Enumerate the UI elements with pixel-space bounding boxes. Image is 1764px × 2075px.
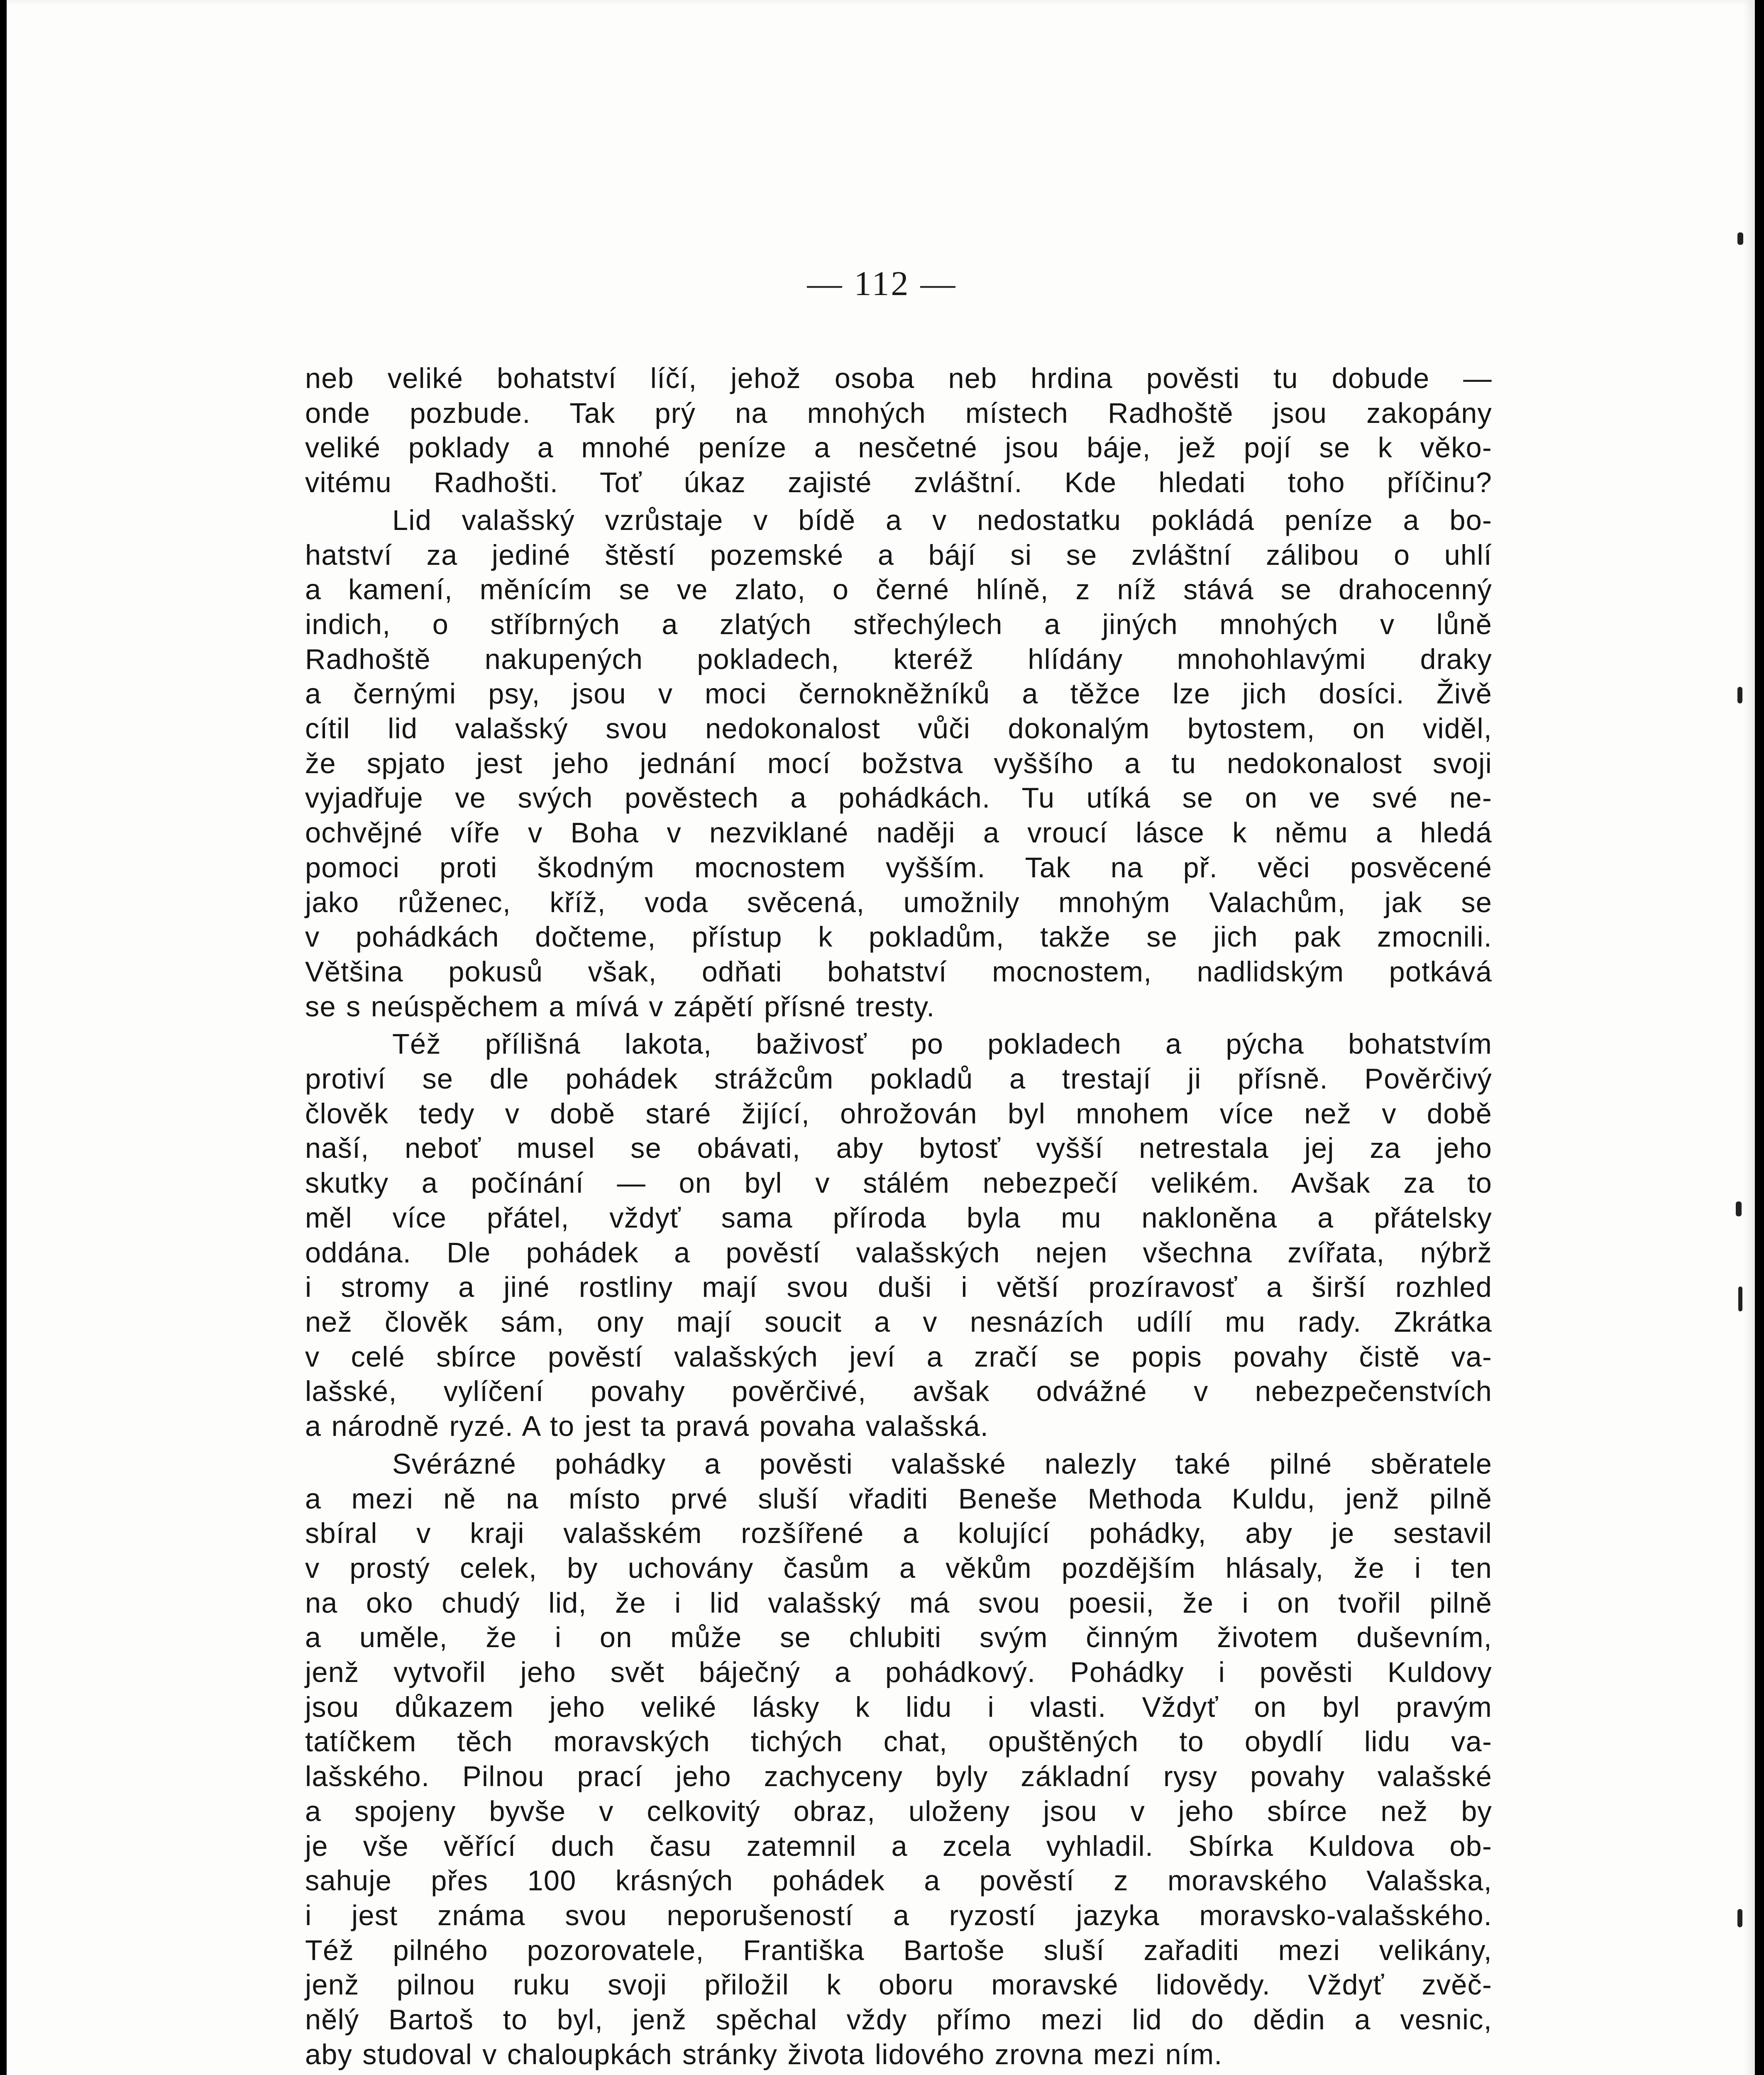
text-line: Radhoště nakupených pokladech, kteréž hlídány mnohohlavými draky <box>305 643 1492 675</box>
text-line: Svérázné pohádky a pověsti valašské nalezly také pilné sběratele <box>392 1448 1492 1480</box>
text-line: člověk tedy v době staré žijící, ohrožován byl mnohem více než v době <box>305 1097 1492 1130</box>
text-line: a uměle, že i on může se chlubiti svým činným životem duševním, <box>305 1621 1492 1654</box>
text-line: protiví se dle pohádek strážcům pokladů a trestají ji přísně. Pověrčivý <box>305 1063 1492 1095</box>
text-line: v pohádkách dočteme, přístup k pokladům, takže se jich pak zmocnili. <box>305 921 1492 953</box>
text-line: onde pozbude. Tak prý na mnohých místech Radhoště jsou zakopány <box>305 397 1492 429</box>
text-line: v prostý celek, by uchovány časům a věkům pozdějším hlásaly, že i ten <box>305 1552 1492 1584</box>
scan-margin-mark <box>1737 1909 1742 1927</box>
text-line: jenž vytvořil jeho svět báječný a pohádkový. Pohádky i pověsti Kuldovy <box>305 1656 1492 1689</box>
text-line: skutky a počínání — on byl v stálém nebezpečí velikém. Avšak za to <box>305 1167 1492 1199</box>
text-line: pomoci proti škodným mocnostem vyšším. Tak na př. věci posvěcené <box>305 851 1492 884</box>
body-text <box>305 361 1492 2075</box>
text-line: vyjadřuje ve svých pověstech a pohádkách. Tu utíká se on ve své ne- <box>305 782 1492 814</box>
text-line: vitému Radhošti. Toť úkaz zajisté zvláštní. Kde hledati toho příčinu? <box>305 466 1492 499</box>
paragraph-1 <box>305 361 1492 500</box>
text-line: veliké poklady a mnohé peníze a nesčetné jsou báje, jež pojí se k věko- <box>305 432 1492 464</box>
text-line: a kamení, měnícím se ve zlato, o černé hlíně, z níž stává se drahocenný <box>305 574 1492 606</box>
paragraph-4 <box>305 1447 1492 2072</box>
text-line: a černými psy, jsou v moci černokněžníků a těžce lze jich dosíci. Živě <box>305 678 1492 710</box>
text-line: tatíčkem těch moravských tichých chat, opuštěných to obydlí lidu va- <box>305 1726 1492 1758</box>
text-line: Lid valašský vzrůstaje v bídě a v nedostatku pokládá peníze a bo- <box>392 504 1492 536</box>
text-line: ochvějné víře v Boha v nezviklané naději a vroucí lásce k němu a hledá <box>305 817 1492 849</box>
text-line: oddána. Dle pohádek a pověstí valašských nejen všechna zvířata, nýbrž <box>305 1236 1492 1269</box>
text-line: Též pilného pozorovatele, Františka Bartoše sluší zařaditi mezi velikány, <box>305 1934 1492 1966</box>
scan-margin-mark <box>1737 687 1742 703</box>
text-line: že spjato jest jeho jednání mocí božstva vyššího a tu nedokonalost svoji <box>305 747 1492 779</box>
text-line: jako růženec, kříž, voda svěcená, umožnily mnohým Valachům, jak se <box>305 886 1492 918</box>
text-line: hatství za jediné štěstí pozemské a bájí si se zvláštní zálibou o uhlí <box>305 539 1492 571</box>
text-line: a mezi ně na místo prvé sluší vřaditi Beneše Methoda Kuldu, jenž pilně <box>305 1482 1492 1515</box>
paragraph-2 <box>305 503 1492 1024</box>
text-line: nělý Bartoš to byl, jenž spěchal vždy přímo mezi lid do dědin a vesnic, <box>305 2004 1492 2036</box>
text-line: sahuje přes 100 krásných pohádek a pověstí z moravského Valašska, <box>305 1865 1492 1897</box>
text-line: indich, o stříbrných a zlatých střechýlech a jiných mnohých v lůně <box>305 608 1492 640</box>
text-line: Většina pokusů však, odňati bohatství mocnostem, nadlidským potkává <box>305 955 1492 988</box>
text-line: jsou důkazem jeho veliké lásky k lidu i vlasti. Vždyť on byl pravým <box>305 1691 1492 1723</box>
scan-margin-mark <box>1738 1286 1742 1311</box>
text-line: cítil lid valašský svou nedokonalost vůči dokonalým bytostem, on viděl, <box>305 713 1492 745</box>
text-line: sbíral v kraji valašském rozšířené a kolující pohádky, aby je sestavil <box>305 1517 1492 1550</box>
text-line: Též přílišná lakota, baživosť po pokladech a pýcha bohatstvím <box>392 1028 1492 1060</box>
paragraph-3 <box>305 1027 1492 1443</box>
text-line: lašského. Pilnou prací jeho zachyceny byly základní rysy povahy valašské <box>305 1760 1492 1793</box>
text-line: jenž pilnou ruku svoji přiložil k oboru moravské lidovědy. Vždyť zvěč- <box>305 1969 1492 2001</box>
text-line: v celé sbírce pověstí valašských jeví a zračí se popis povahy čistě va- <box>305 1340 1492 1373</box>
text-line: na oko chudý lid, že i lid valašský má svou poesii, že i on tvořil pilně <box>305 1587 1492 1619</box>
text-line: neb veliké bohatství líčí, jehož osoba neb hrdina pověsti tu dobude — <box>305 362 1492 394</box>
text-line: se s neúspěchem a mívá v zápětí přísné tresty. <box>305 990 935 1023</box>
page-number: — 112 — <box>807 264 957 303</box>
text-line: lašské, vylíčení povahy pověrčivé, avšak odvážné v nebezpečenstvích <box>305 1375 1492 1408</box>
text-line: je vše věřící duch času zatemnil a zcela vyhladil. Sbírka Kuldova ob- <box>305 1830 1492 1862</box>
text-line: a spojeny byvše v celkovitý obraz, uloženy jsou v jeho sbírce než by <box>305 1795 1492 1827</box>
text-line: i jest známa svou neporušeností a ryzostí jazyka moravsko-valašského. <box>305 1899 1492 1931</box>
text-line: než člověk sám, ony mají soucit a v nesnázích udílí mu rady. Zkrátka <box>305 1306 1492 1338</box>
text-line: i stromy a jiné rostliny mají svou duši i větší prozíravosť a širší rozhled <box>305 1271 1492 1304</box>
text-line: a národně ryzé. A to jest ta pravá povaha valašská. <box>305 1410 989 1443</box>
text-line: aby studoval v chaloupkách stránky života lidového zrovna mezi ním. <box>305 2038 1223 2070</box>
scan-margin-mark <box>1736 1201 1742 1216</box>
text-line: naší, neboť musel se obávati, aby bytosť vyšší netrestala jej za jeho <box>305 1132 1492 1164</box>
scan-margin-mark <box>1737 232 1743 245</box>
text-line: měl více přátel, vždyť sama příroda byla mu nakloněna a přátelsky <box>305 1201 1492 1234</box>
